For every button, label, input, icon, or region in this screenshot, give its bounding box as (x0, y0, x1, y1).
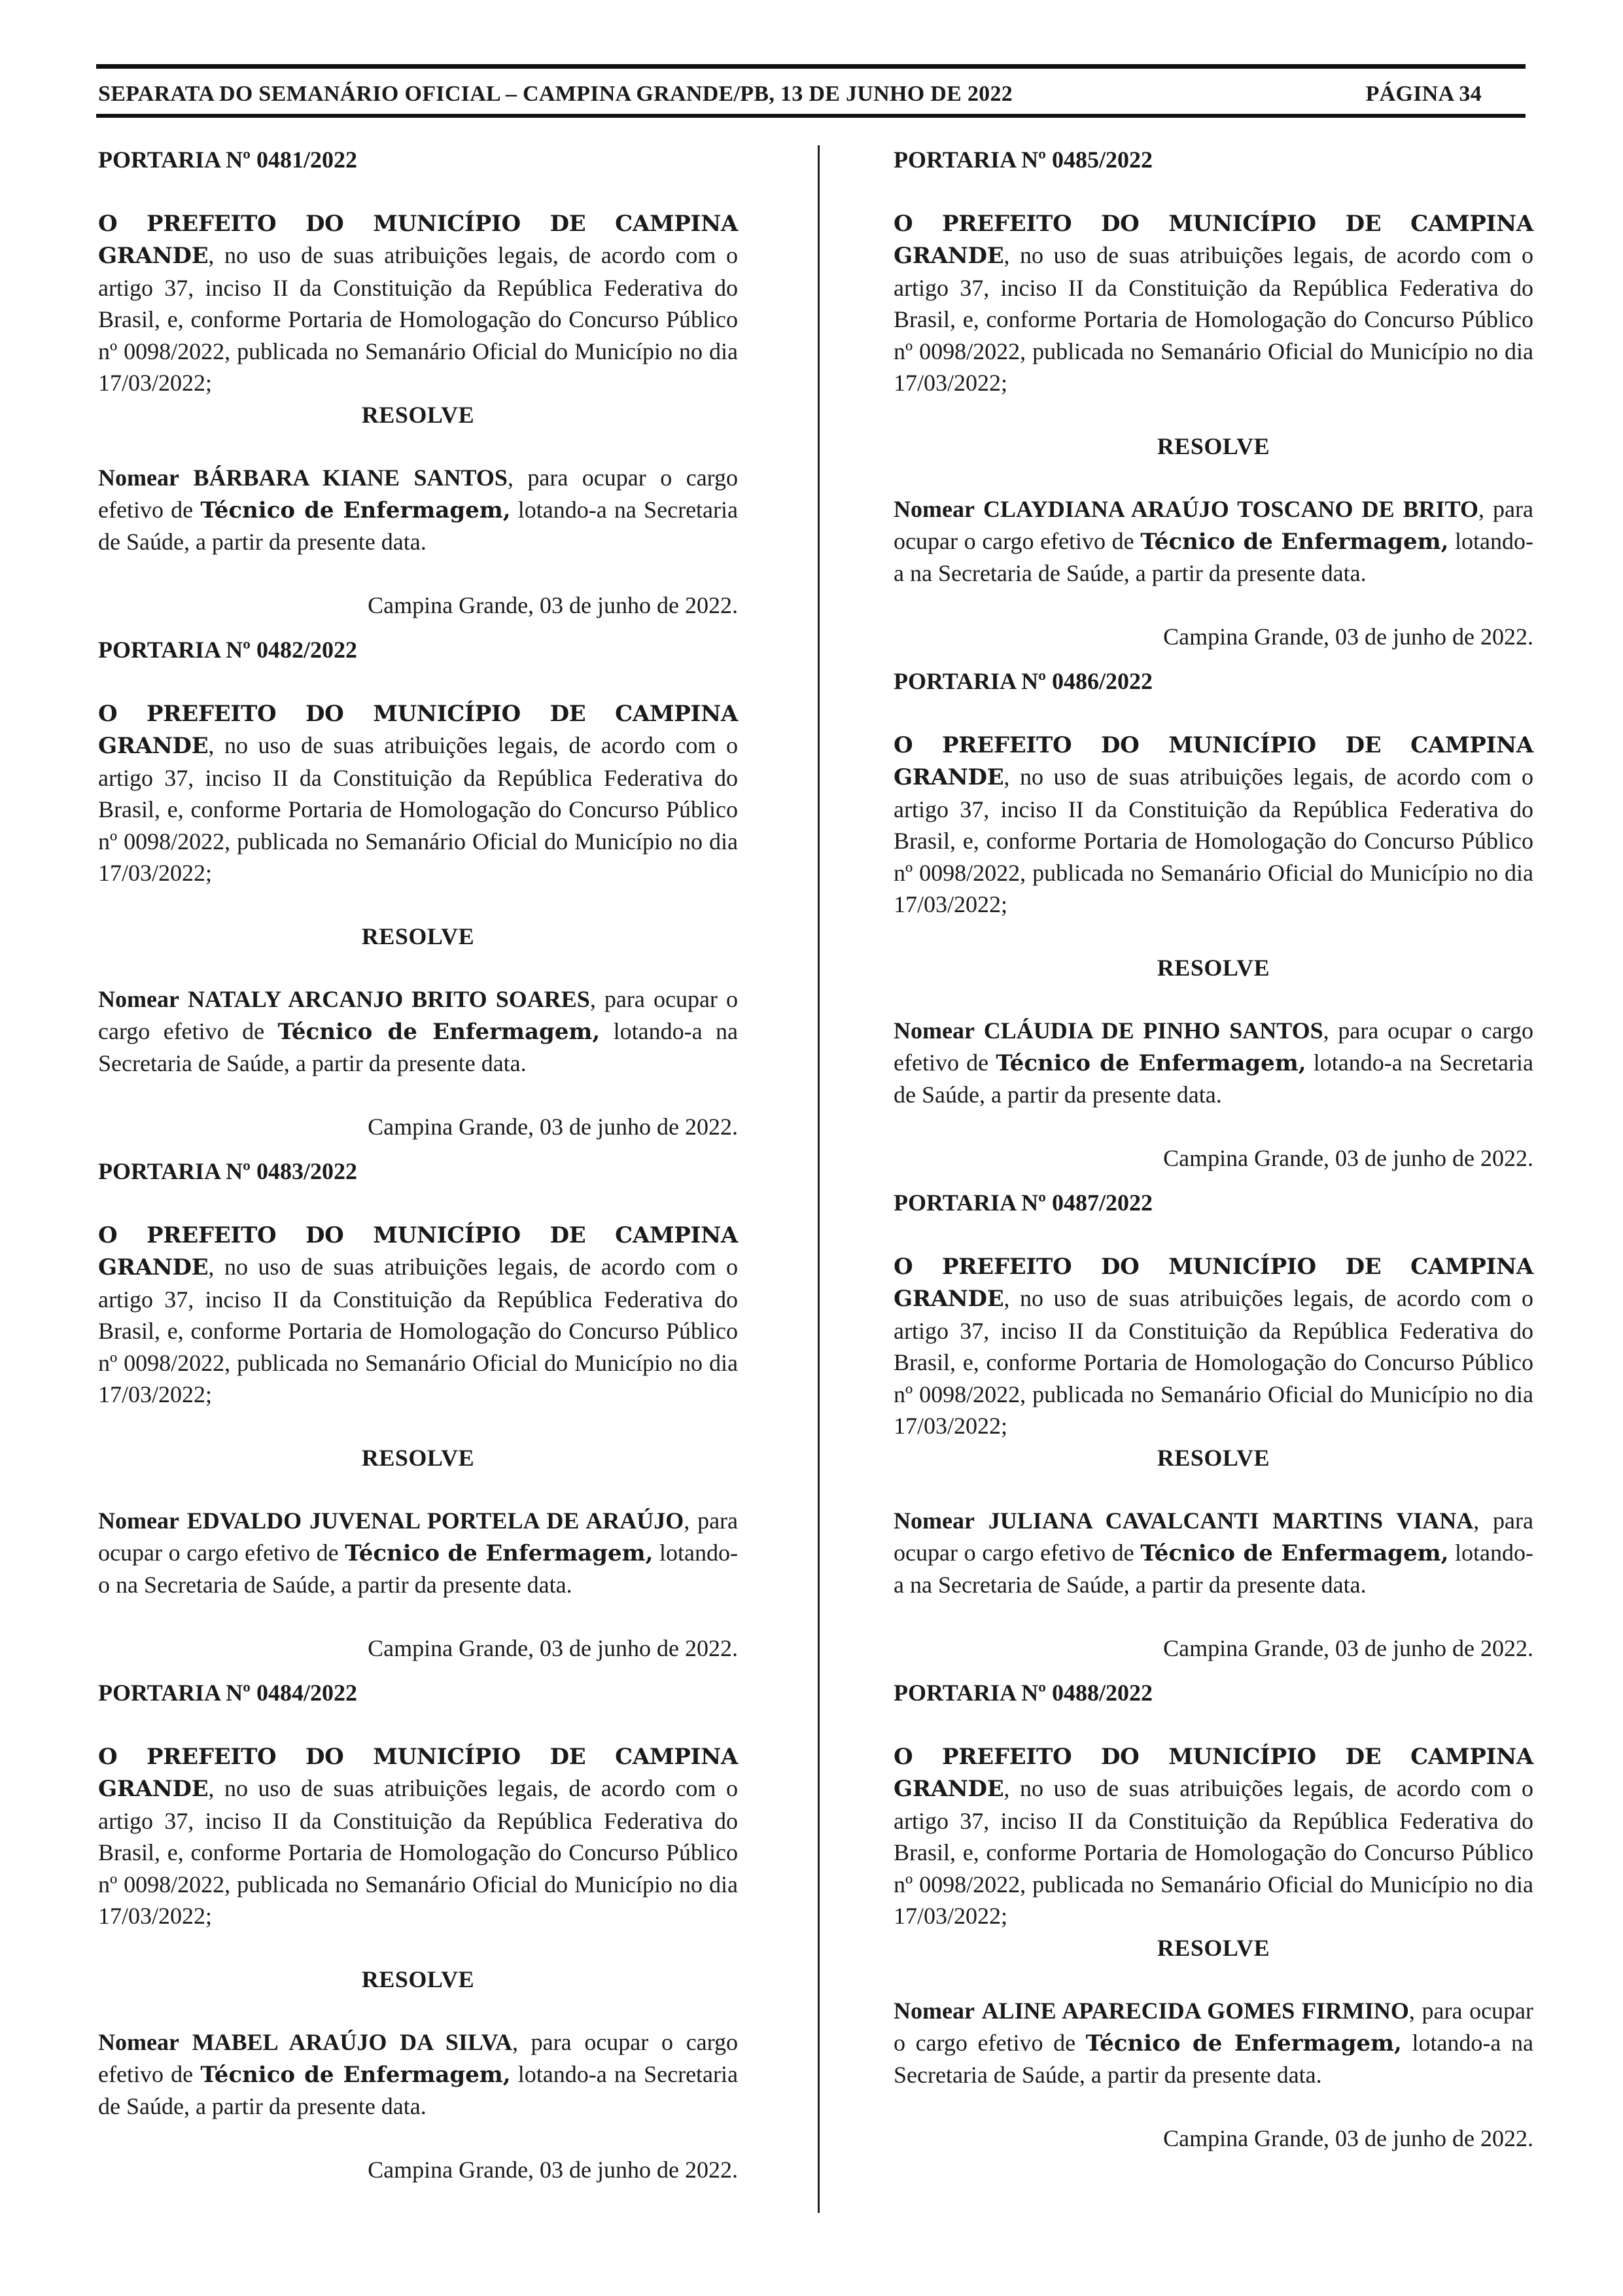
appointment-paragraph (894, 1015, 1533, 1111)
portaria-0481 (98, 144, 738, 621)
portaria-title: PORTARIA Nº 0486/2022 (894, 668, 1153, 694)
authority-name: O PREFEITO DO MUNICÍPIO DE CAMPINA GRANDE (894, 210, 1533, 269)
page-header (98, 79, 1482, 110)
authority-name: O PREFEITO DO MUNICÍPIO DE CAMPINA GRANDE (98, 1222, 738, 1280)
authority-name: O PREFEITO DO MUNICÍPIO DE CAMPINA GRANDE (894, 732, 1533, 790)
preamble-paragraph (894, 1250, 1533, 1442)
portaria-0485 (894, 144, 1533, 652)
appointee-name: EDVALDO JUVENAL PORTELA DE ARAÚJO (186, 1508, 684, 1534)
appointment-paragraph (98, 1505, 738, 1601)
appointment-text-end: lotando-a na Secretaria de Saúde, a partir da presente data. (98, 2060, 739, 2119)
preamble-paragraph (98, 1219, 738, 1411)
resolve-heading: RESOLVE (1157, 1444, 1270, 1471)
preamble-text: , no uso de suas atribuições legais, de acordo com o artigo 37, inciso II da Constituição da República Federativa do Brasil, e, conforme Portaria de Homologação do Concurso Público nº 0098/2022, publicada no Semanário Oficial do Município no dia 17/03/2022; (894, 764, 1533, 917)
appointment-paragraph (98, 2026, 738, 2123)
page-number: PÁGINA 34 (1365, 82, 1482, 106)
appointee-name: JULIANA CAVALCANTI MARTINS VIANA (988, 1508, 1474, 1534)
appointment-paragraph (894, 493, 1533, 590)
preamble-text: , no uso de suas atribuições legais, de acordo com o artigo 37, inciso II da Constituição da República Federativa do Brasil, e, conforme Portaria de Homologação do Concurso Público nº 0098/2022, publicada no Semanário Oficial do Município no dia 17/03/2022; (98, 1775, 738, 1929)
place-date: Campina Grande, 03 de junho de 2022. (1163, 1144, 1533, 1171)
job-title: Técnico de Enfermagem, (277, 1018, 601, 1045)
job-title: Técnico de Enfermagem, (1085, 2030, 1402, 2057)
portaria-title: PORTARIA Nº 0488/2022 (894, 1680, 1153, 1706)
appointee-name: ALINE APARECIDA GOMES FIRMINO (981, 1998, 1409, 2024)
portaria-0487 (894, 1187, 1533, 1664)
appointee-name: NATALY ARCANJO BRITO SOARES (188, 986, 590, 1012)
place-date: Campina Grande, 03 de junho de 2022. (368, 592, 738, 618)
portaria-0483 (98, 1156, 738, 1664)
appointee-name: BÁRBARA KIANE SANTOS (193, 465, 508, 491)
portaria-title: PORTARIA Nº 0484/2022 (98, 1680, 357, 1706)
appointment-text-end: lotando-o na Secretaria de Saúde, a partir da presente data. (98, 1539, 738, 1598)
resolve-heading: RESOLVE (1157, 1934, 1270, 1961)
appointment-text-end: lotando-a na Secretaria de Saúde, a partir da presente data. (98, 1017, 738, 1076)
place-date: Campina Grande, 03 de junho de 2022. (368, 1113, 738, 1140)
nomear-label: Nomear (894, 1508, 975, 1534)
preamble-text: , no uso de suas atribuições legais, de acordo com o artigo 37, inciso II da Constituição da República Federativa do Brasil, e, conforme Portaria de Homologação do Concurso Público nº 0098/2022, publicada no Semanário Oficial do Município no dia 17/03/2022; (894, 1285, 1533, 1439)
appointment-text: , para ocupar o cargo efetivo de (894, 1508, 1533, 1566)
portaria-title: PORTARIA Nº 0482/2022 (98, 637, 357, 663)
publication-title: SEPARATA DO SEMANÁRIO OFICIAL – CAMPINA GRANDE/PB, 13 DE JUNHO DE 2022 (98, 82, 1013, 106)
appointee-name: CLAYDIANA ARAÚJO TOSCANO DE BRITO (983, 496, 1479, 522)
portaria-0482 (98, 634, 738, 1142)
header-bottom-rule (96, 114, 1526, 118)
portaria-title: PORTARIA Nº 0485/2022 (894, 147, 1153, 173)
portaria-0484 (98, 1677, 738, 2185)
preamble-text: , no uso de suas atribuições legais, de acordo com o artigo 37, inciso II da Constituição da República Federativa do Brasil, e, conforme Portaria de Homologação do Concurso Público nº 0098/2022, publicada no Semanário Oficial do Município no dia 17/03/2022; (98, 1254, 738, 1407)
column-divider (818, 145, 820, 2213)
resolve-heading: RESOLVE (1157, 433, 1270, 459)
job-title: Técnico de Enfermagem, (996, 1050, 1306, 1076)
resolve-heading: RESOLVE (361, 401, 475, 428)
resolve-heading: RESOLVE (361, 923, 475, 949)
appointment-text: , para ocupar o cargo efetivo de (98, 986, 739, 1044)
nomear-label: Nomear (98, 1508, 179, 1534)
appointment-text-end: lotando-a na Secretaria de Saúde, a partir da presente data. (894, 1539, 1533, 1598)
portaria-title: PORTARIA Nº 0481/2022 (98, 147, 357, 173)
appointment-text: , para ocupar o cargo efetivo de (894, 496, 1533, 554)
appointment-text: , para ocupar o cargo efetivo de (894, 1017, 1533, 1076)
nomear-label: Nomear (894, 1998, 975, 2024)
nomear-label: Nomear (894, 1017, 975, 1044)
appointee-name: CLÁUDIA DE PINHO SANTOS (983, 1017, 1323, 1044)
preamble-paragraph (894, 207, 1533, 399)
authority-name: O PREFEITO DO MUNICÍPIO DE CAMPINA GRANDE (98, 210, 738, 269)
resolve-heading: RESOLVE (361, 1444, 475, 1471)
nomear-label: Nomear (98, 2029, 179, 2055)
job-title: Técnico de Enfermagem, (200, 2061, 511, 2088)
header-top-rule (96, 64, 1526, 69)
job-title: Técnico de Enfermagem, (345, 1540, 654, 1566)
portaria-0486 (894, 665, 1533, 1174)
preamble-text: , no uso de suas atribuições legais, de acordo com o artigo 37, inciso II da Constituição da República Federativa do Brasil, e, conforme Portaria de Homologação do Concurso Público nº 0098/2022, publicada no Semanário Oficial do Município no dia 17/03/2022; (98, 242, 738, 396)
portaria-0488 (894, 1677, 1533, 2154)
appointment-text: , para ocupar o cargo efetivo de (98, 1508, 739, 1566)
authority-name: O PREFEITO DO MUNICÍPIO DE CAMPINA GRANDE (98, 1743, 738, 1802)
preamble-text: , no uso de suas atribuições legais, de acordo com o artigo 37, inciso II da Constituição da República Federativa do Brasil, e, conforme Portaria de Homologação do Concurso Público nº 0098/2022, publicada no Semanário Oficial do Município no dia 17/03/2022; (98, 732, 738, 886)
preamble-paragraph (98, 1740, 738, 1932)
place-date: Campina Grande, 03 de junho de 2022. (1163, 623, 1533, 650)
portaria-title: PORTARIA Nº 0487/2022 (894, 1190, 1153, 1216)
appointment-text-end: lotando-a na Secretaria de Saúde, a partir da presente data. (894, 527, 1533, 586)
place-date: Campina Grande, 03 de junho de 2022. (368, 1634, 738, 1661)
authority-name: O PREFEITO DO MUNICÍPIO DE CAMPINA GRANDE (98, 700, 738, 759)
portaria-title: PORTARIA Nº 0483/2022 (98, 1158, 357, 1184)
nomear-label: Nomear (894, 496, 975, 522)
appointment-text: , para ocupar o cargo efetivo de (98, 2029, 738, 2087)
preamble-paragraph (98, 207, 738, 399)
authority-name: O PREFEITO DO MUNICÍPIO DE CAMPINA GRANDE (894, 1253, 1533, 1312)
job-title: Técnico de Enfermagem, (1140, 528, 1449, 555)
resolve-heading: RESOLVE (361, 1966, 475, 1992)
right-column (894, 131, 1533, 2154)
place-date: Campina Grande, 03 de junho de 2022. (1163, 2125, 1533, 2151)
preamble-paragraph (894, 729, 1533, 921)
appointment-text-end: lotando-a na Secretaria de Saúde, a partir da presente data. (98, 496, 739, 555)
nomear-label: Nomear (98, 465, 179, 491)
preamble-text: , no uso de suas atribuições legais, de acordo com o artigo 37, inciso II da Constituição da República Federativa do Brasil, e, conforme Portaria de Homologação do Concurso Público nº 0098/2022, publicada no Semanário Oficial do Município no dia 17/03/2022; (894, 1775, 1533, 1929)
job-title: Técnico de Enfermagem, (1140, 1540, 1449, 1566)
appointment-paragraph (98, 462, 738, 558)
appointment-text: , para ocupar o cargo efetivo de (894, 1998, 1534, 2056)
appointee-name: MABEL ARAÚJO DA SILVA (192, 2029, 512, 2055)
appointment-text-end: lotando-a na Secretaria de Saúde, a partir da presente data. (894, 1049, 1534, 1108)
preamble-paragraph (894, 1740, 1533, 1932)
appointment-paragraph (98, 983, 738, 1080)
appointment-paragraph (894, 1505, 1533, 1601)
preamble-paragraph (98, 698, 738, 889)
appointment-text: , para ocupar o cargo efetivo de (98, 465, 739, 523)
appointment-text-end: lotando-a na Secretaria de Saúde, a partir da presente data. (894, 2029, 1533, 2088)
authority-name: O PREFEITO DO MUNICÍPIO DE CAMPINA GRANDE (894, 1743, 1533, 1802)
resolve-heading: RESOLVE (1157, 954, 1270, 981)
appointment-paragraph (894, 1995, 1533, 2091)
place-date: Campina Grande, 03 de junho de 2022. (368, 2156, 738, 2183)
left-column (98, 131, 738, 2185)
job-title: Técnico de Enfermagem, (200, 497, 511, 523)
place-date: Campina Grande, 03 de junho de 2022. (1163, 1634, 1533, 1661)
nomear-label: Nomear (98, 986, 179, 1012)
preamble-text: , no uso de suas atribuições legais, de acordo com o artigo 37, inciso II da Constituição da República Federativa do Brasil, e, conforme Portaria de Homologação do Concurso Público nº 0098/2022, publicada no Semanário Oficial do Município no dia 17/03/2022; (894, 242, 1533, 396)
